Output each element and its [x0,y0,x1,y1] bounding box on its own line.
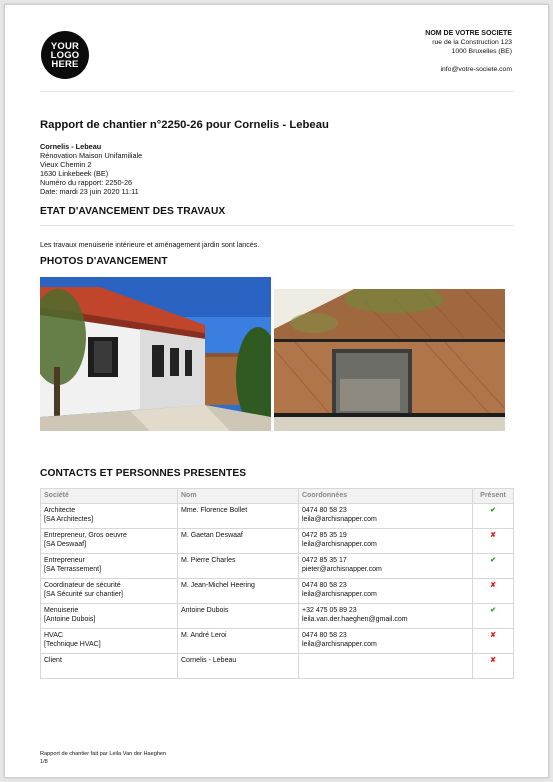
cell-company [41,578,178,603]
cell-contact [299,578,473,603]
contact-email[interactable]: leila@archisnapper.com [302,641,377,648]
cell-contact [299,528,473,553]
contacts-table [40,488,514,679]
company-role: Menuiserie [44,606,79,614]
wood-facade-photo-image [274,289,505,431]
logo-line-2: LOGO [50,49,80,61]
header-contact: Coordonnées [299,489,473,504]
cell-company [41,628,178,653]
table-row [41,553,514,578]
cell-name: M. Gaetan Deswaaf [178,528,299,553]
contacts-header-row [41,489,514,504]
logo-line-3: HERE [51,58,79,70]
contact-email[interactable]: leila.van.der.haeghen@gmail.com [302,616,408,623]
company-info [425,29,512,74]
present-no-icon: ✘ [473,653,514,678]
table-row [41,503,514,528]
cell-name: M. Pierre Charles [178,553,299,578]
contact-email[interactable]: leila@archisnapper.com [302,516,377,523]
progress-photo-wood-facade[interactable] [274,289,505,431]
company-role: Architecte [44,506,76,514]
report-title: Rapport de chantier n°2250-26 pour Cornelis - Lebeau [40,119,329,131]
contact-email[interactable]: pieter@archisnapper.com [302,566,382,573]
logo-line-1: YOUR [50,40,80,52]
header-company: Société [41,489,178,504]
cell-name: M. André Leroi [178,628,299,653]
cell-name: Mme. Florence Bollet [178,503,299,528]
project-name: Rénovation Maison Unifamiliale [40,151,143,161]
company-city: 1000 Bruxelles (BE) [451,48,512,55]
table-row [41,603,514,628]
footer-page-number: 1/8 [40,758,48,765]
cell-name: Antoine Dubois [178,603,299,628]
cell-contact [299,553,473,578]
cell-company [41,603,178,628]
cell-contact [299,603,473,628]
cell-contact [299,503,473,528]
photos-heading: PHOTOS D'AVANCEMENT [40,256,168,267]
report-date: Date: mardi 23 juin 2020 11:11 [40,187,139,197]
contact-email[interactable]: leila@archisnapper.com [302,591,377,598]
cell-contact [299,628,473,653]
present-yes-icon: ✔ [473,503,514,528]
company-firm: [SA Terrassement] [44,566,102,573]
table-row [41,653,514,678]
company-email[interactable]: info@votre-societe.com [440,66,512,73]
header-name: Nom [178,489,299,504]
contact-phone: +32 475 05 89 23 [302,606,357,614]
table-row [41,578,514,603]
company-role: Client [44,656,62,664]
contact-email[interactable]: leila@archisnapper.com [302,541,377,548]
company-firm: [Technique HVAC] [44,641,101,648]
company-name: NOM DE VOTRE SOCIETE [425,30,512,37]
company-firm: [SA Deswaaf] [44,541,87,548]
report-page [4,4,549,778]
present-no-icon: ✘ [473,578,514,603]
contacts-heading: CONTACTS ET PERSONNES PRESENTES [40,468,247,479]
table-row [41,528,514,553]
progress-divider [40,225,514,226]
page-footer [40,751,166,766]
company-role: Entrepreneur [44,556,85,564]
company-street: rue de la Construction 123 [432,39,512,46]
present-no-icon: ✘ [473,628,514,653]
cell-name: Cornelis - Lebeau [178,653,299,678]
company-firm: [SA Architectes] [44,516,94,523]
progress-heading: ETAT D'AVANCEMENT DES TRAVAUX [40,206,226,217]
house-photo-image [40,277,271,431]
cell-company [41,653,178,678]
present-no-icon: ✘ [473,528,514,553]
header-present: Présent [473,489,514,504]
company-firm: [Antoine Dubois] [44,616,96,623]
contact-phone: 0474 80 58 23 [302,581,347,589]
contact-phone: 0472 85 35 19 [302,531,347,539]
company-logo [41,31,89,79]
header-divider [40,91,514,92]
progress-text: Les travaux menuiserie intérieure et aménagement jardin sont lancés. [40,241,260,249]
cell-company [41,528,178,553]
present-yes-icon: ✔ [473,603,514,628]
cell-company [41,553,178,578]
company-role: Coordinateur de sécurité [44,581,121,589]
cell-company [41,503,178,528]
company-role: HVAC [44,631,63,639]
cell-name: M. Jean-Michel Heering [178,578,299,603]
progress-photo-house[interactable] [40,277,271,431]
contact-phone: 0472 85 35 17 [302,556,347,564]
cell-contact [299,653,473,678]
contact-phone: 0474 80 58 23 [302,631,347,639]
client-block [40,142,142,197]
table-row [41,628,514,653]
present-yes-icon: ✔ [473,553,514,578]
company-role: Entrepreneur, Gros oeuvre [44,531,127,539]
contact-phone: 0474 80 58 23 [302,506,347,514]
report-number: Numéro du rapport: 2250-26 [40,178,133,188]
footer-author: Rapport de chantier fait par Leila Van der Haeghen [40,751,167,757]
company-firm: [SA Sécurité sur chantier] [44,591,123,598]
client-city: 1630 Linkebeek (BE) [40,169,109,179]
client-name: Cornelis - Lebeau [40,142,102,151]
client-street: Vieux Chemin 2 [40,160,92,170]
